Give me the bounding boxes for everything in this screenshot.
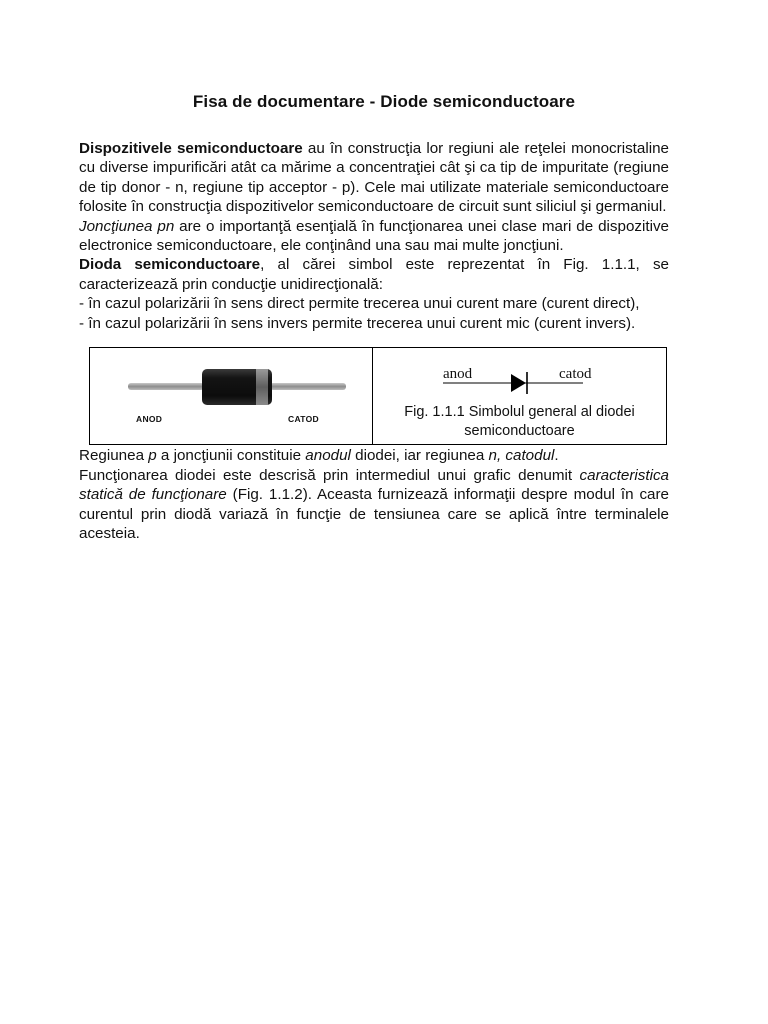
caption-line: semiconductoare: [464, 423, 575, 439]
caption-line: Fig. 1.1.1 Simbolul general al diodei: [404, 404, 635, 420]
paragraph-text: , al cărei simbol este reprezentat în Fig. 1.1.1, se caracterizează prin conducţie unidirecţională:: [79, 256, 669, 293]
text-run: Funcţionarea diodei este descrisă prin intermediul unui grafic denumit: [79, 466, 580, 484]
bullet-reverse-bias: - în cazul polarizării în sens invers permite trecerea unui curent mic (curent invers).: [79, 314, 636, 332]
text-run: Regiunea: [79, 447, 149, 464]
page-title: Fisa de documentare - Diode semiconductoare: [192, 92, 576, 111]
paragraph-pn-junction: [79, 217, 669, 256]
paragraph-text: are o importanţă esenţială în funcţionarea unei clase mari de dispozitive electronice semiconductoare, ele conţinând una sau mai multe joncţiuni.: [79, 217, 669, 255]
text-run: diodei, iar regiunea: [350, 447, 489, 464]
symbol-cathode-label: catod: [559, 366, 592, 382]
text-run: (Fig. 1.1.2). Aceasta furnizează informaţii despre modul în care curentul prin diodă variază în funcţie de tensiunea care se aplică între terminalele acesteia.: [79, 486, 669, 543]
cathode-band: [256, 369, 268, 405]
cathode-lead: [270, 383, 346, 390]
diode-schematic-symbol-icon: [373, 348, 666, 398]
italic-term: anodul: [305, 447, 351, 464]
paragraph-semiconductor-devices: [79, 139, 669, 217]
diode-symbol-cell: [373, 348, 666, 444]
diode-component-photo-icon: [90, 348, 373, 446]
paragraph-diode: [79, 255, 669, 294]
text-run: .: [554, 447, 559, 464]
intro-section: [79, 139, 669, 333]
paragraph-characteristic: [79, 466, 669, 544]
after-figure-section: [79, 446, 669, 544]
italic-term: caracteristica statică de funcţionare: [79, 466, 669, 504]
paragraph-text: au în construcţia lor regiuni ale reţelei monocristaline cu diverse impurificări atât ca mărime a concentraţiei cât şi ca tip de impuritate (regiune de tip donor - n, regiune tip acceptor - p). Cele mai utilizate materiale semiconductoare folosite în construcţia dispozitivelor semiconductoare de circuit sunt siliciul şi germaniul.: [79, 140, 669, 216]
diode-photo-cell: [90, 348, 373, 444]
bullet-forward-bias: - în cazul polarizării în sens direct permite trecerea unui curent mare (curent direct),: [79, 295, 640, 313]
anode-lead: [128, 383, 204, 390]
figure-table: [89, 347, 667, 445]
paragraph-regions: [79, 446, 669, 466]
italic-term: n, catodul: [488, 447, 555, 464]
text-run: a joncţiunii constituie: [156, 447, 306, 464]
italic-term: p: [148, 447, 157, 464]
italic-term: Joncţiunea pn: [79, 217, 175, 235]
bold-term: Dioda semiconductoare: [79, 256, 261, 274]
photo-cathode-label: CATOD: [288, 414, 319, 424]
symbol-anode-label: anod: [443, 366, 473, 382]
bold-term: Dispozitivele semiconductoare: [79, 140, 303, 157]
figure-caption: [373, 403, 666, 441]
photo-anode-label: ANOD: [136, 414, 163, 424]
